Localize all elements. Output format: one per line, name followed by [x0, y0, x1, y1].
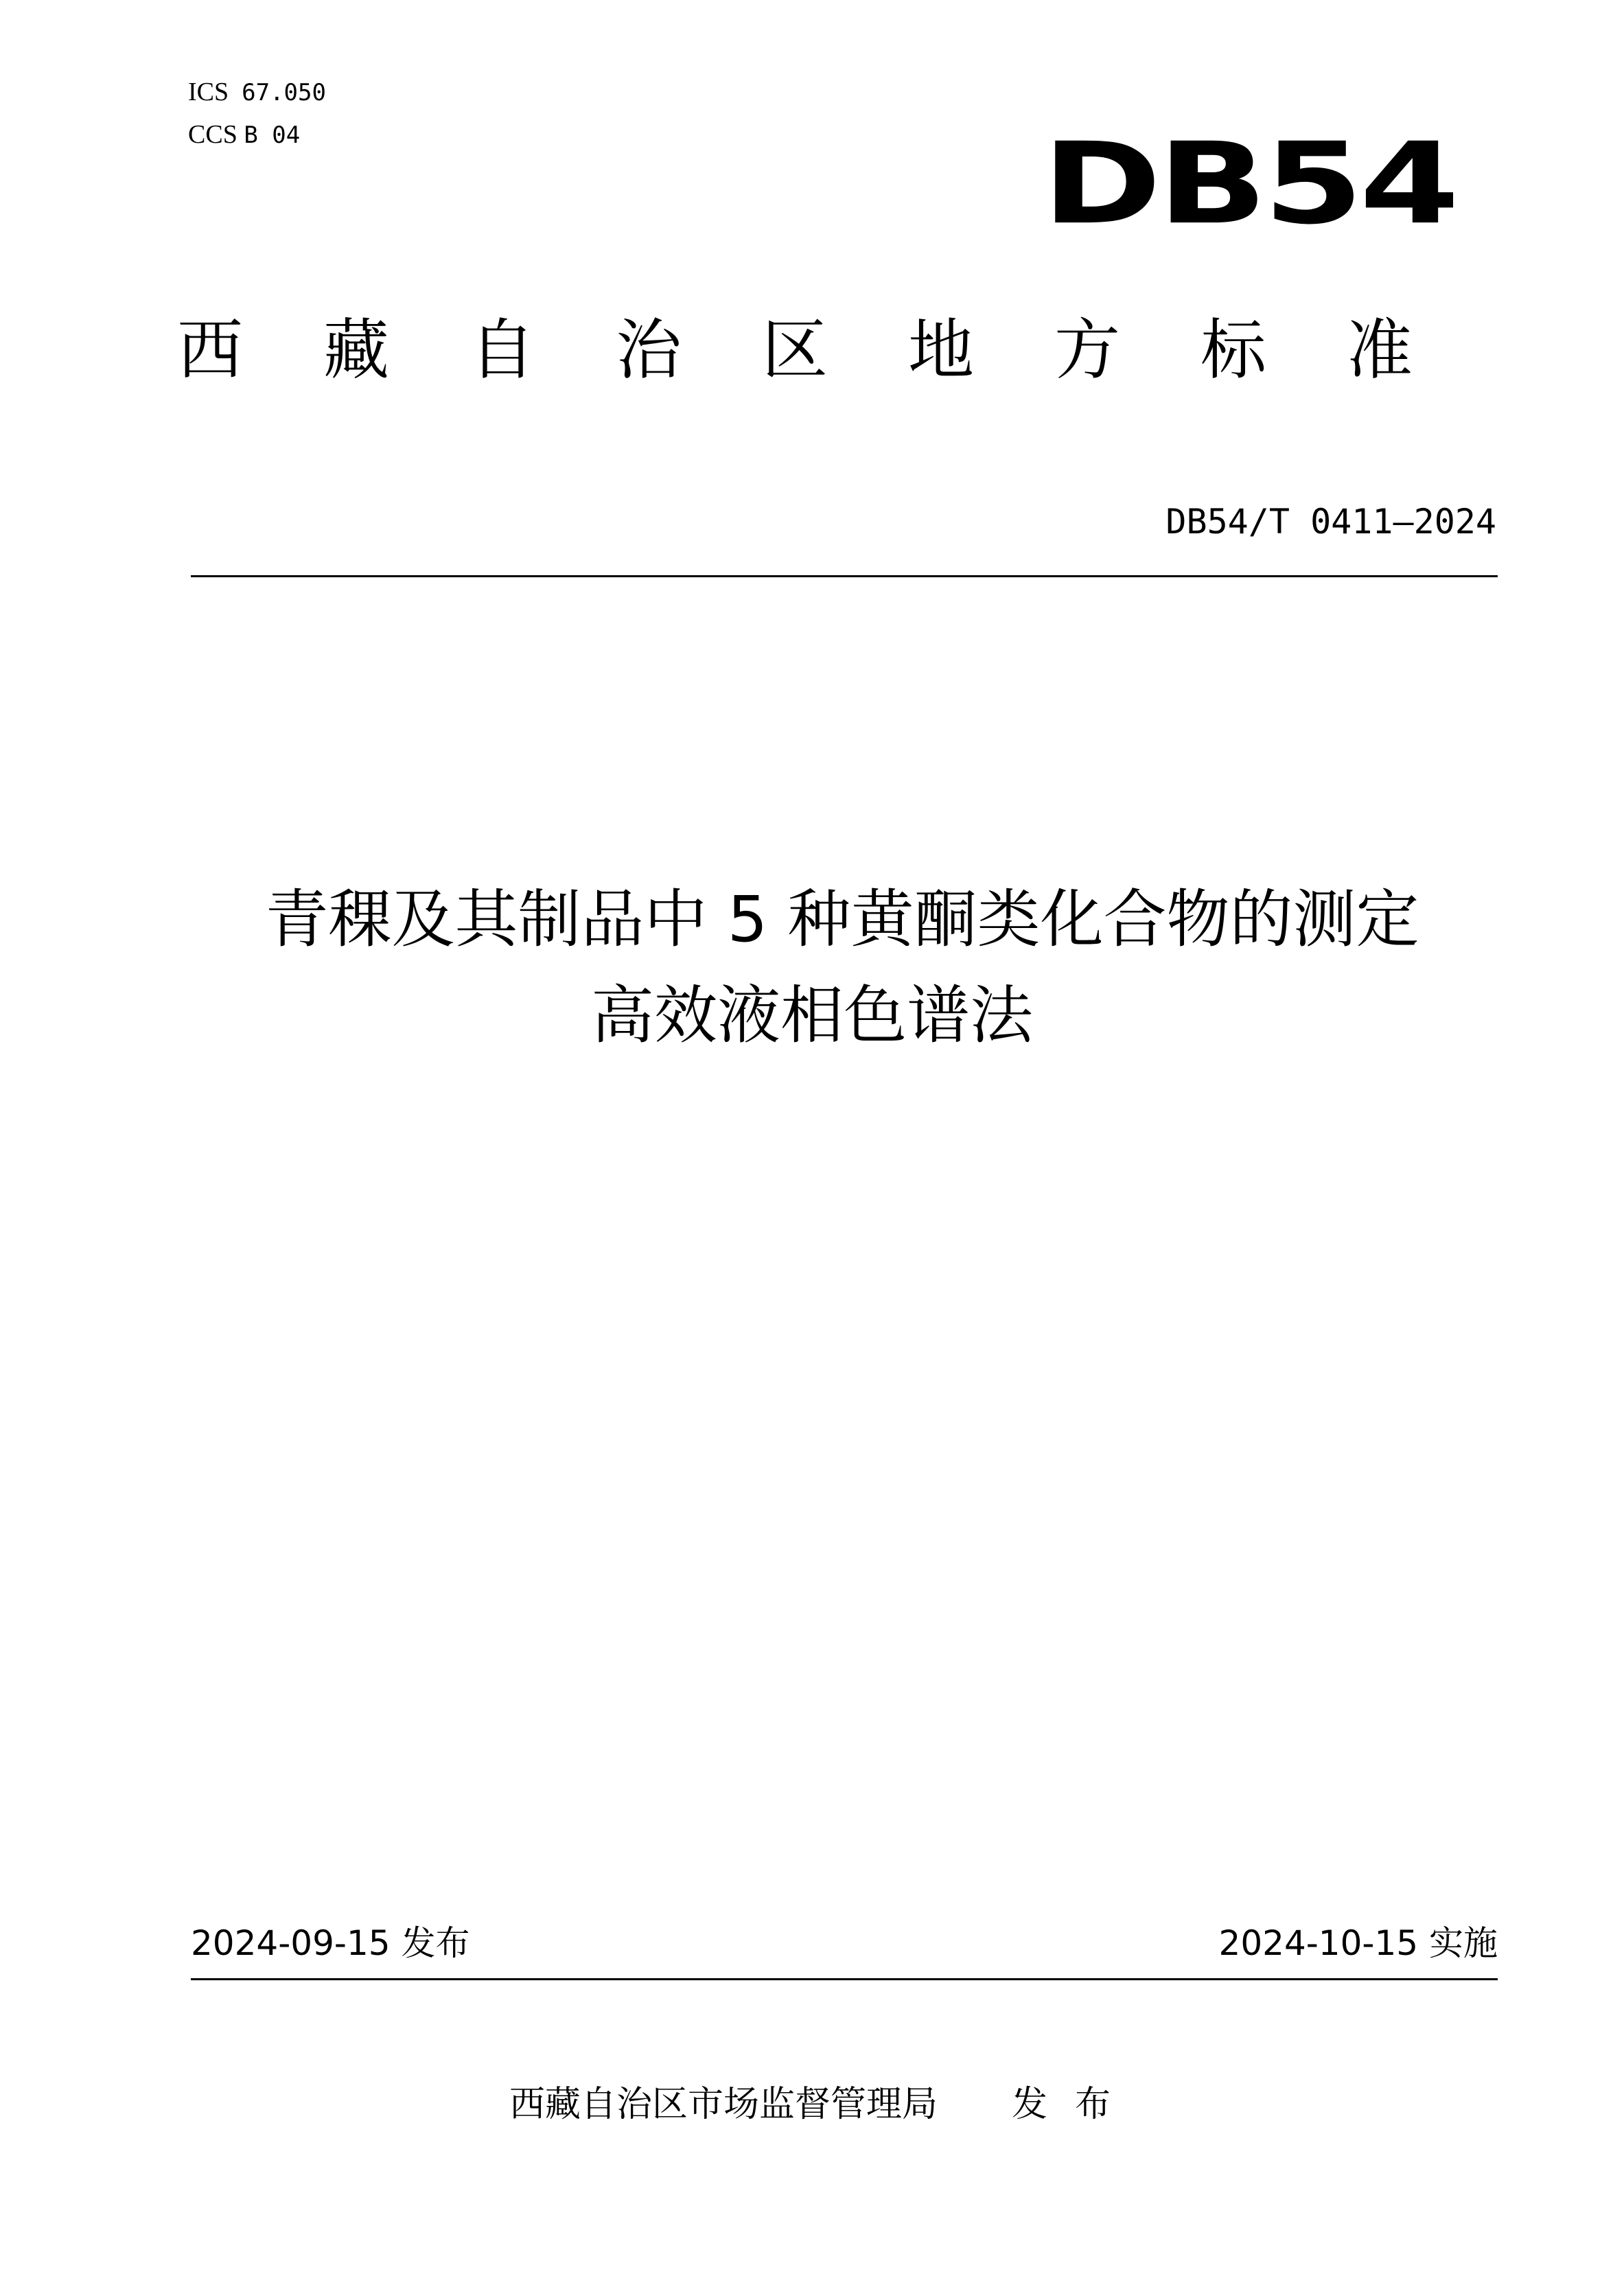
heading-char: 藏	[323, 312, 389, 389]
heading-char: 治	[616, 312, 682, 389]
heading-char: 区	[762, 312, 828, 389]
implementation-date: 2024-10-15 实施	[1218, 1923, 1498, 1963]
ics-classification	[188, 77, 326, 108]
issue-date: 2024-09-15 发布	[191, 1923, 470, 1963]
heading-char: 地	[908, 312, 974, 389]
ccs-code: B 04	[244, 121, 301, 149]
ccs-classification	[188, 119, 300, 150]
standard-kind-heading	[177, 312, 1413, 388]
bottom-divider	[191, 1978, 1498, 1980]
standard-number: DB54/T 0411—2024	[1165, 502, 1496, 542]
heading-char: 方	[1054, 312, 1120, 389]
document-title-line-2: 高效液相色谱法	[590, 979, 1033, 1052]
ics-code: 67.050	[242, 79, 326, 106]
publisher-organization: 西藏自治区市场监督管理局	[509, 2084, 938, 2125]
heading-char: 标	[1200, 312, 1266, 389]
publisher-line	[509, 2083, 1138, 2126]
document-title-line-1: 青稞及其制品中 5 种黄酮类化合物的测定	[265, 883, 1419, 956]
top-divider	[191, 575, 1498, 577]
publish-label: 发布	[1012, 2084, 1139, 2125]
ics-label: ICS	[188, 78, 229, 106]
heading-char: 西	[177, 312, 243, 389]
ccs-label: CCS	[188, 120, 237, 149]
heading-char: 自	[469, 312, 535, 389]
db54-logo: DB54	[1042, 118, 1456, 250]
heading-char: 准	[1347, 312, 1413, 389]
